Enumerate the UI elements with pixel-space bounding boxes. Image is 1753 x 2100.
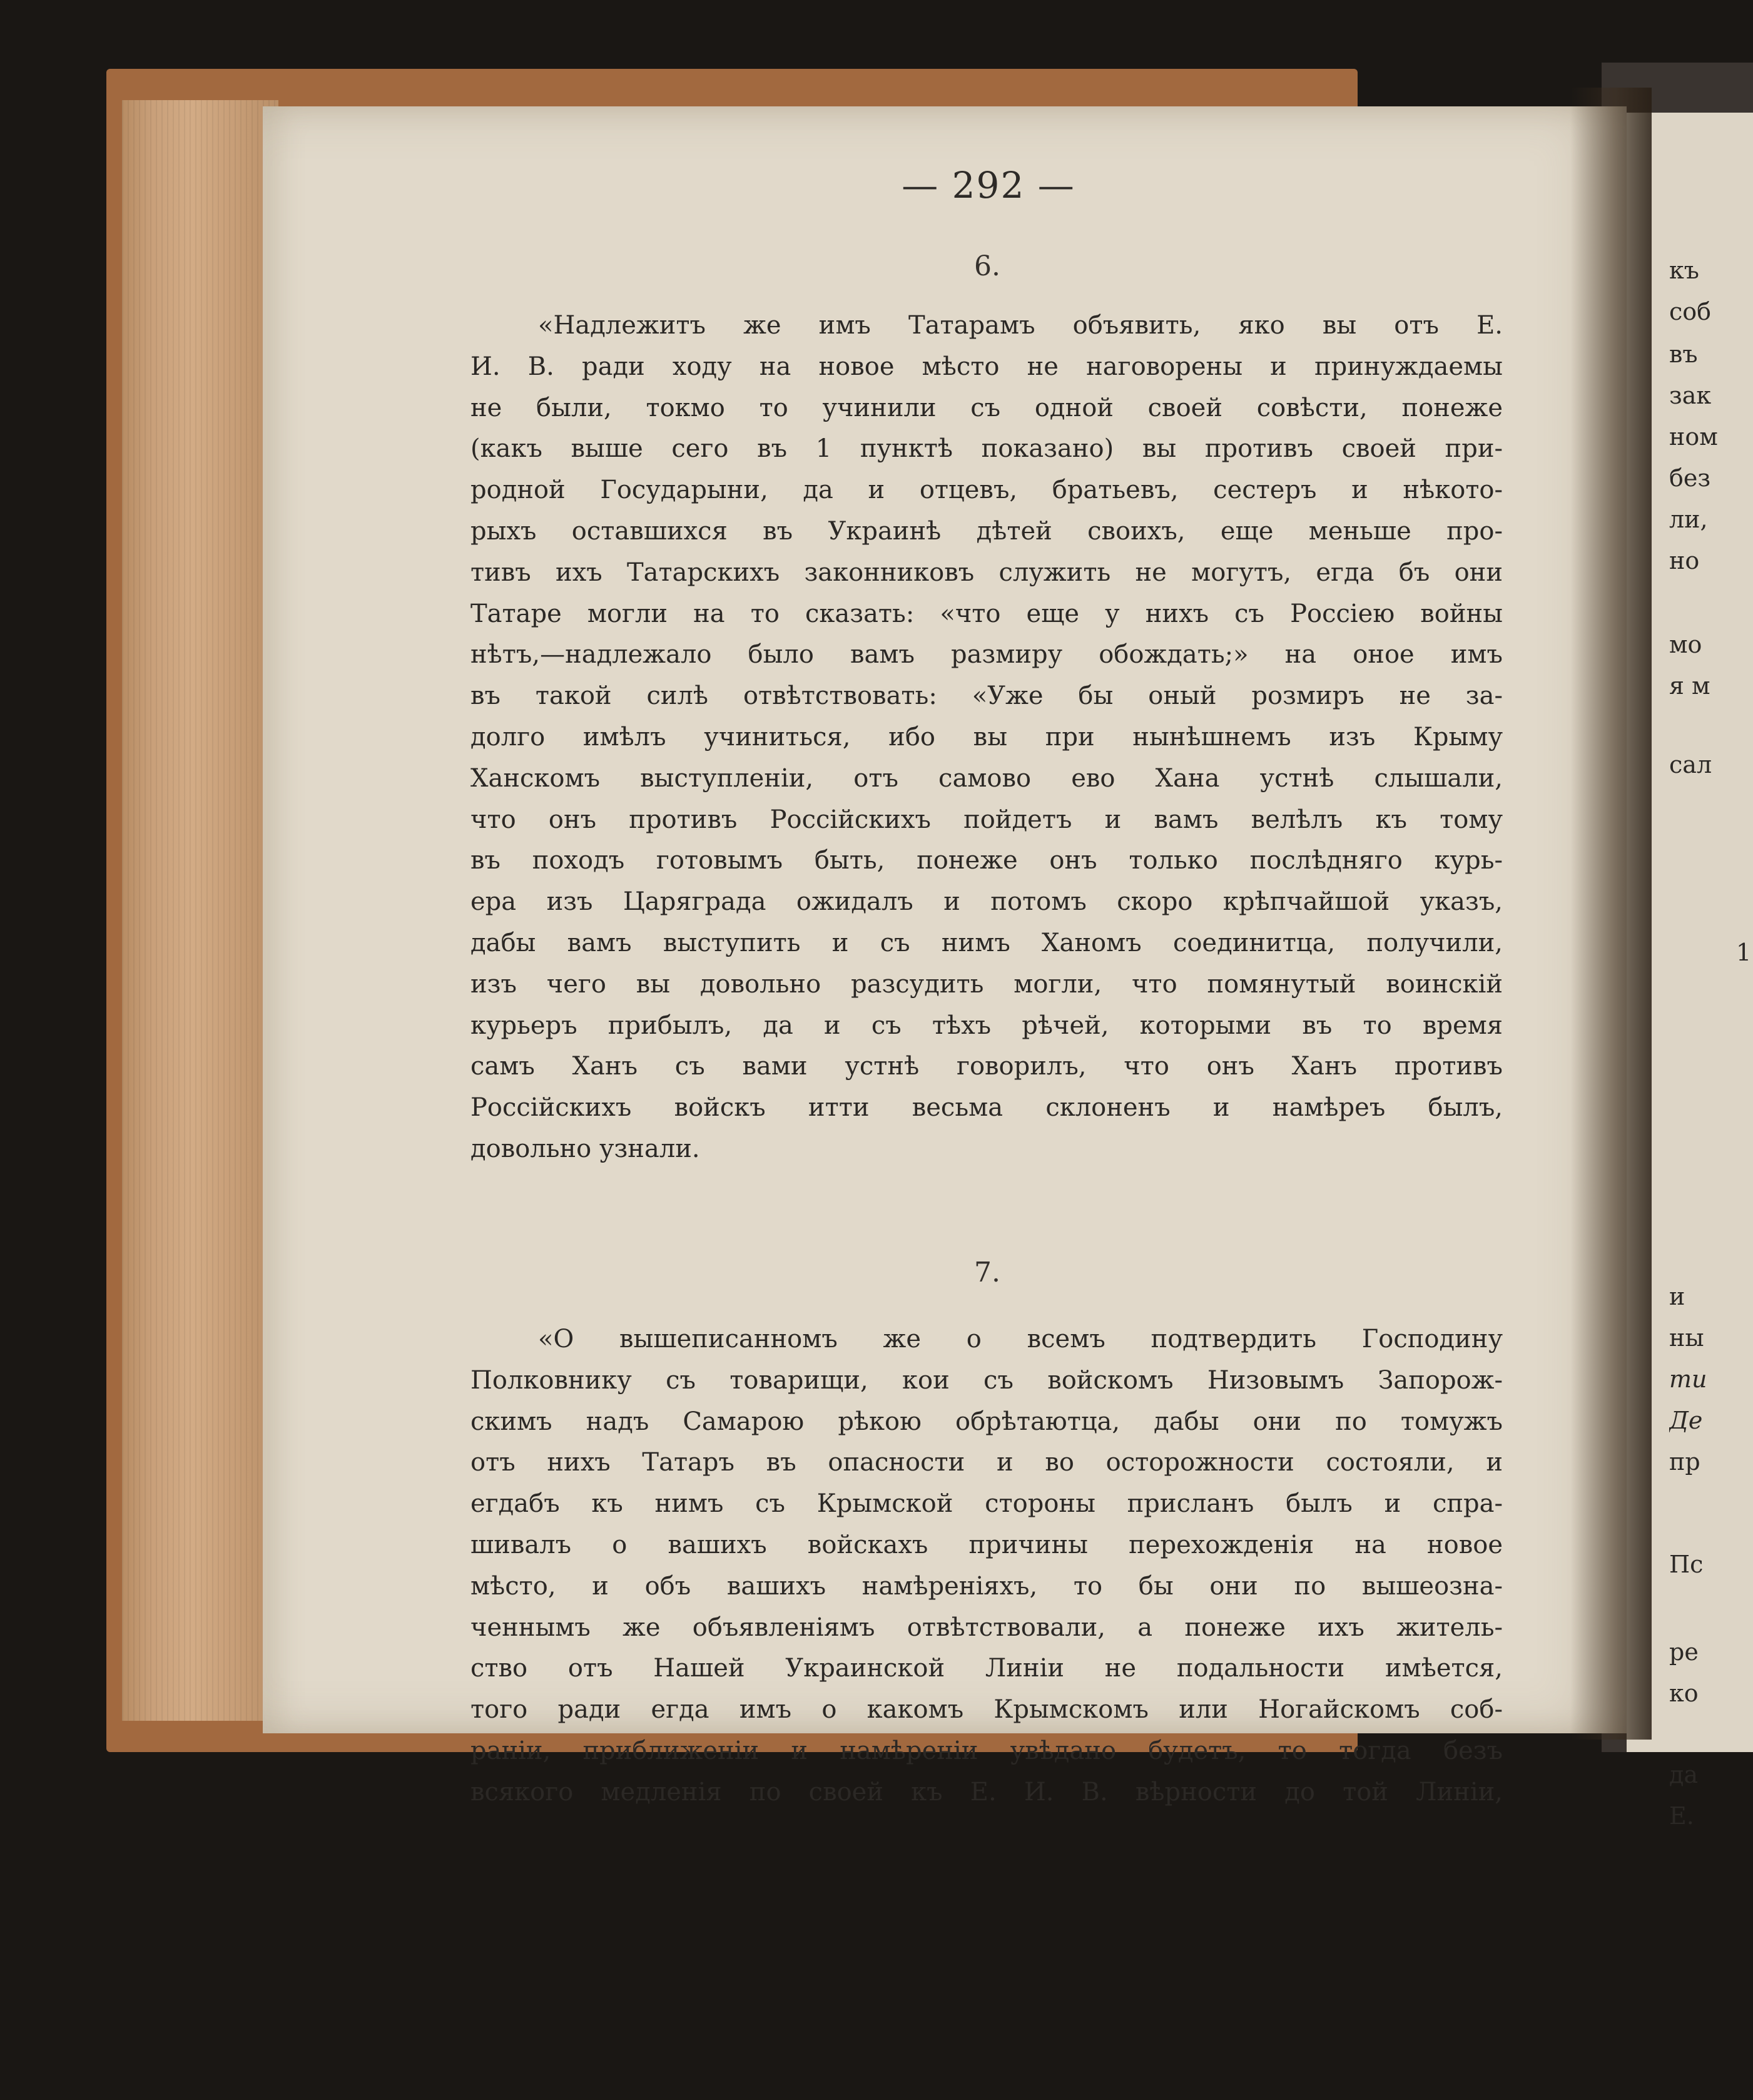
text-line: Ханскомъ выступленіи, отъ самово ево Хана устнѣ слышали, bbox=[470, 763, 1503, 793]
text-line: ера изъ Царяграда ожидалъ и потомъ скоро крѣпчайшой указъ, bbox=[470, 887, 1503, 917]
right-page-fragment: ко bbox=[1669, 1679, 1699, 1707]
text-line: изъ чего вы довольно разсудить могли, что помянутый воинскій bbox=[470, 969, 1503, 999]
text-line: рыхъ оставшихся въ Украинѣ дѣтей своихъ, еще меньше про- bbox=[470, 516, 1503, 546]
right-page-fragment: 1 bbox=[1736, 939, 1752, 966]
section-number-7: 7. bbox=[974, 1256, 1000, 1288]
section-number-6: 6. bbox=[974, 250, 1000, 282]
right-page-fragment: Е. bbox=[1669, 1802, 1694, 1830]
text-line: долго имѣлъ учиниться, ибо вы при нынѣшнемъ изъ Крыму bbox=[470, 722, 1503, 752]
text-line: курьеръ прибылъ, да и съ тѣхъ рѣчей, которыми въ то время bbox=[470, 1011, 1503, 1040]
text-line: что онъ противъ Россійскихъ пойдетъ и вамъ велѣлъ къ тому bbox=[470, 805, 1503, 834]
text-line: Россійскихъ войскъ итти весьма склоненъ и намѣреъ былъ, bbox=[470, 1093, 1503, 1123]
right-page-fragment: мо bbox=[1669, 631, 1702, 658]
text-line: Татаре могли на то сказать: «что еще у нихъ съ Россіею войны bbox=[470, 599, 1503, 628]
right-page-fragment: я м bbox=[1669, 672, 1710, 700]
text-line: довольно узнали. bbox=[470, 1134, 700, 1163]
text-line: (какъ выше сего въ 1 пунктѣ показано) вы противъ своей при- bbox=[470, 434, 1503, 464]
paragraph-section-7 bbox=[470, 1319, 1503, 1813]
right-page-fragment: въ bbox=[1669, 340, 1698, 368]
book-gutter-shadow bbox=[1570, 88, 1652, 1740]
text-line: шивалъ о вашихъ войскахъ причины перехожденія на новое bbox=[470, 1530, 1503, 1559]
right-page-fragment: и bbox=[1669, 1283, 1685, 1310]
right-page-fragment: без bbox=[1669, 464, 1711, 492]
right-page-fragment: ре bbox=[1669, 1638, 1699, 1666]
text-line: мѣсто, и объ вашихъ намѣреніяхъ, то бы они по вышеозна- bbox=[470, 1571, 1503, 1601]
text-line: егдабъ къ нимъ съ Крымской стороны присланъ былъ и спра- bbox=[470, 1489, 1503, 1519]
text-line: въ походъ готовымъ быть, понеже онъ только послѣдняго курь- bbox=[470, 846, 1503, 875]
right-page-fragment: Пс bbox=[1669, 1551, 1704, 1578]
right-page-fragment: къ bbox=[1669, 257, 1699, 284]
right-page-fragment: сал bbox=[1669, 751, 1712, 778]
right-page-fragment: соб bbox=[1669, 298, 1712, 325]
text-line: родной Государыни, да и отцевъ, братьевъ, сестеръ и нѣкото- bbox=[470, 476, 1503, 505]
text-line: дабы вамъ выступить и съ нимъ Ханомъ соединитца, получили, bbox=[470, 928, 1503, 957]
right-page-fragment: ны bbox=[1669, 1324, 1704, 1352]
text-line: самъ Ханъ съ вами устнѣ говорилъ, что онъ Ханъ противъ bbox=[470, 1052, 1503, 1081]
right-page-fragment: зак bbox=[1669, 382, 1712, 409]
text-line: нѣтъ,—надлежало было вамъ размиру обождать;» на оное имъ bbox=[470, 640, 1503, 670]
text-line: раніи, приближеніи и намѣреніи увѣдано будетъ, то тогда безъ bbox=[470, 1736, 1503, 1765]
text-line: «Надлежитъ же имъ Татарамъ объявить, яко вы отъ Е. bbox=[538, 311, 1503, 340]
text-line: И. В. ради ходу на новое мѣсто не наговорены и принуждаемы bbox=[470, 352, 1503, 381]
paragraph-section-6 bbox=[470, 305, 1503, 1170]
text-line: «О вышеписанномъ же о всемъ подтвердить Господину bbox=[538, 1325, 1503, 1353]
text-line: ство отъ Нашей Украинской Линіи не подальности имѣется, bbox=[470, 1654, 1503, 1683]
page-block-texture bbox=[122, 100, 278, 1721]
text-line: Полковнику съ товарищи, кои съ войскомъ Низовымъ Запорож- bbox=[470, 1365, 1503, 1395]
text-line: всякого медленія по своей къ Е. И. В. вѣрности до той Линіи, bbox=[470, 1777, 1503, 1807]
text-line: ченнымъ же объявленіямъ отвѣтствовали, а понеже ихъ житель- bbox=[470, 1613, 1503, 1642]
text-line: въ такой силѣ отвѣтствовать: «Уже бы оный розмиръ не за- bbox=[470, 681, 1503, 711]
right-page-fragment: ном bbox=[1669, 423, 1718, 451]
right-page-fragment: Де bbox=[1669, 1407, 1703, 1434]
text-line: тивъ ихъ Татарскихъ законниковъ служить не могутъ, егда бъ они bbox=[470, 558, 1503, 587]
right-page-fragment: пр bbox=[1669, 1448, 1700, 1476]
right-page-fragment: ти bbox=[1669, 1365, 1707, 1393]
text-line: не были, токмо то учинили съ одной своей совѣсти, понеже bbox=[470, 393, 1503, 422]
right-page-fragment: ли, bbox=[1669, 506, 1708, 533]
right-page-fragment: но bbox=[1669, 547, 1700, 574]
text-line: скимъ надъ Самарою рѣкою обрѣтаютца, дабы они по томужъ bbox=[470, 1407, 1503, 1436]
page-number: — 292 — bbox=[902, 164, 1075, 206]
text-line: отъ нихъ Татаръ въ опасности и во осторожности состояли, и bbox=[470, 1448, 1503, 1477]
text-line: того ради егда имъ о какомъ Крымскомъ или Ногайскомъ соб- bbox=[470, 1695, 1503, 1725]
right-page-fragment: да bbox=[1669, 1761, 1699, 1788]
